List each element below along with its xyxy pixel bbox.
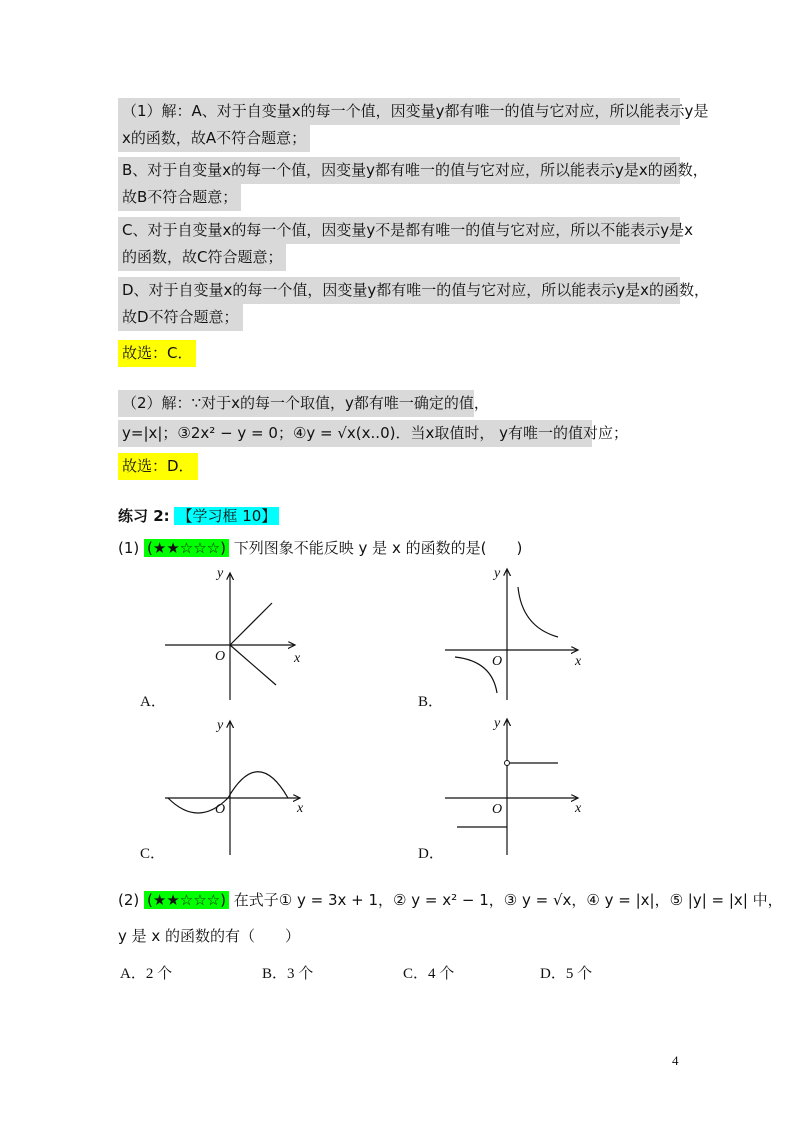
y-label: y [494, 566, 501, 581]
question1-stars: (★★☆☆☆) [144, 539, 229, 557]
x-label: x [575, 654, 582, 669]
graph-a-upper-ray [230, 603, 272, 645]
question2-number: (2) [118, 891, 140, 909]
y-label: y [217, 566, 224, 581]
graph-a-lower-ray [230, 645, 276, 685]
graph-c [160, 715, 310, 855]
exercise-heading [118, 503, 279, 530]
origin-label: O [492, 802, 503, 817]
origin-label: O [215, 802, 226, 817]
question1-number: (1) [118, 539, 140, 557]
origin-label: O [215, 649, 226, 664]
solution1-line5: C、对于自变量x的每一个值，因变量y不是都有唯一的值与它对应，所以不能表示y是x [118, 217, 680, 244]
solution1-line8: 故D不符合题意； [118, 304, 243, 331]
solution1-line7: D、对于自变量x的每一个值，因变量y都有唯一的值与它对应，所以能表示y是x的函数， [118, 277, 680, 304]
origin-label: O [492, 654, 503, 669]
solution2-answer: 故选：D． [118, 453, 198, 480]
graph-d-open-point [505, 761, 510, 766]
graph-b [440, 565, 590, 700]
question1 [118, 535, 522, 562]
solution2-line1: （2）解：∵对于x的每一个取值，y都有唯一确定的值， [118, 390, 474, 417]
page-number: 4 [672, 1053, 679, 1068]
exercise-title: 练习 2: [118, 507, 170, 525]
graph-a [160, 565, 310, 700]
question2-line2: y 是 x 的函数的有（ ） [118, 927, 301, 945]
graph-b-upper-branch [518, 587, 558, 637]
graph-d [440, 715, 590, 855]
option-c-label: C． [140, 846, 166, 862]
solution1-line1: （1）解：A、对于自变量x的每一个值，因变量y都有唯一的值与它对应，所以能表示y是 [118, 98, 680, 125]
choice-a: A．2 个 [120, 966, 173, 982]
graph-c-sine-curve [168, 772, 288, 813]
option-a-label: A． [140, 694, 166, 710]
y-label: y [217, 718, 224, 733]
x-label: x [294, 651, 301, 666]
solution1-answer: 故选：C． [118, 340, 196, 367]
x-label: x [297, 801, 304, 816]
choice-c: C．4 个 [403, 966, 455, 982]
choice-b: B．3 个 [262, 966, 314, 982]
x-label: x [575, 801, 582, 816]
question2-stars: (★★☆☆☆) [144, 891, 229, 909]
question2 [118, 887, 783, 914]
question1-text: 下列图象不能反映 y 是 x 的函数的是( ) [233, 539, 523, 557]
y-label: y [494, 716, 501, 731]
option-b-label: B． [418, 694, 444, 710]
solution1-line2: x的函数，故A不符合题意； [118, 125, 310, 152]
solution1-line6: 的函数，故C符合题意； [118, 244, 286, 271]
choice-d: D．5 个 [540, 966, 593, 982]
option-d-label: D． [418, 846, 444, 862]
exercise-tag: 【学习框 10】 [174, 507, 279, 525]
question2-text: 在式子① y = 3x + 1，② y = x² − 1，③ y = √x，④ y = |x|，⑤ |y| = |x| 中， [233, 891, 783, 909]
graph-b-lower-branch [455, 657, 497, 693]
solution1-line3: B、对于自变量x的每一个值，因变量y都有唯一的值与它对应，所以能表示y是x的函数， [118, 157, 680, 184]
solution1-line4: 故B不符合题意； [118, 184, 241, 211]
solution2-line2: y=|x|；③2x² − y = 0；④y = √x(x..0)．当x取值时， y有唯一的值对应； [118, 420, 592, 447]
